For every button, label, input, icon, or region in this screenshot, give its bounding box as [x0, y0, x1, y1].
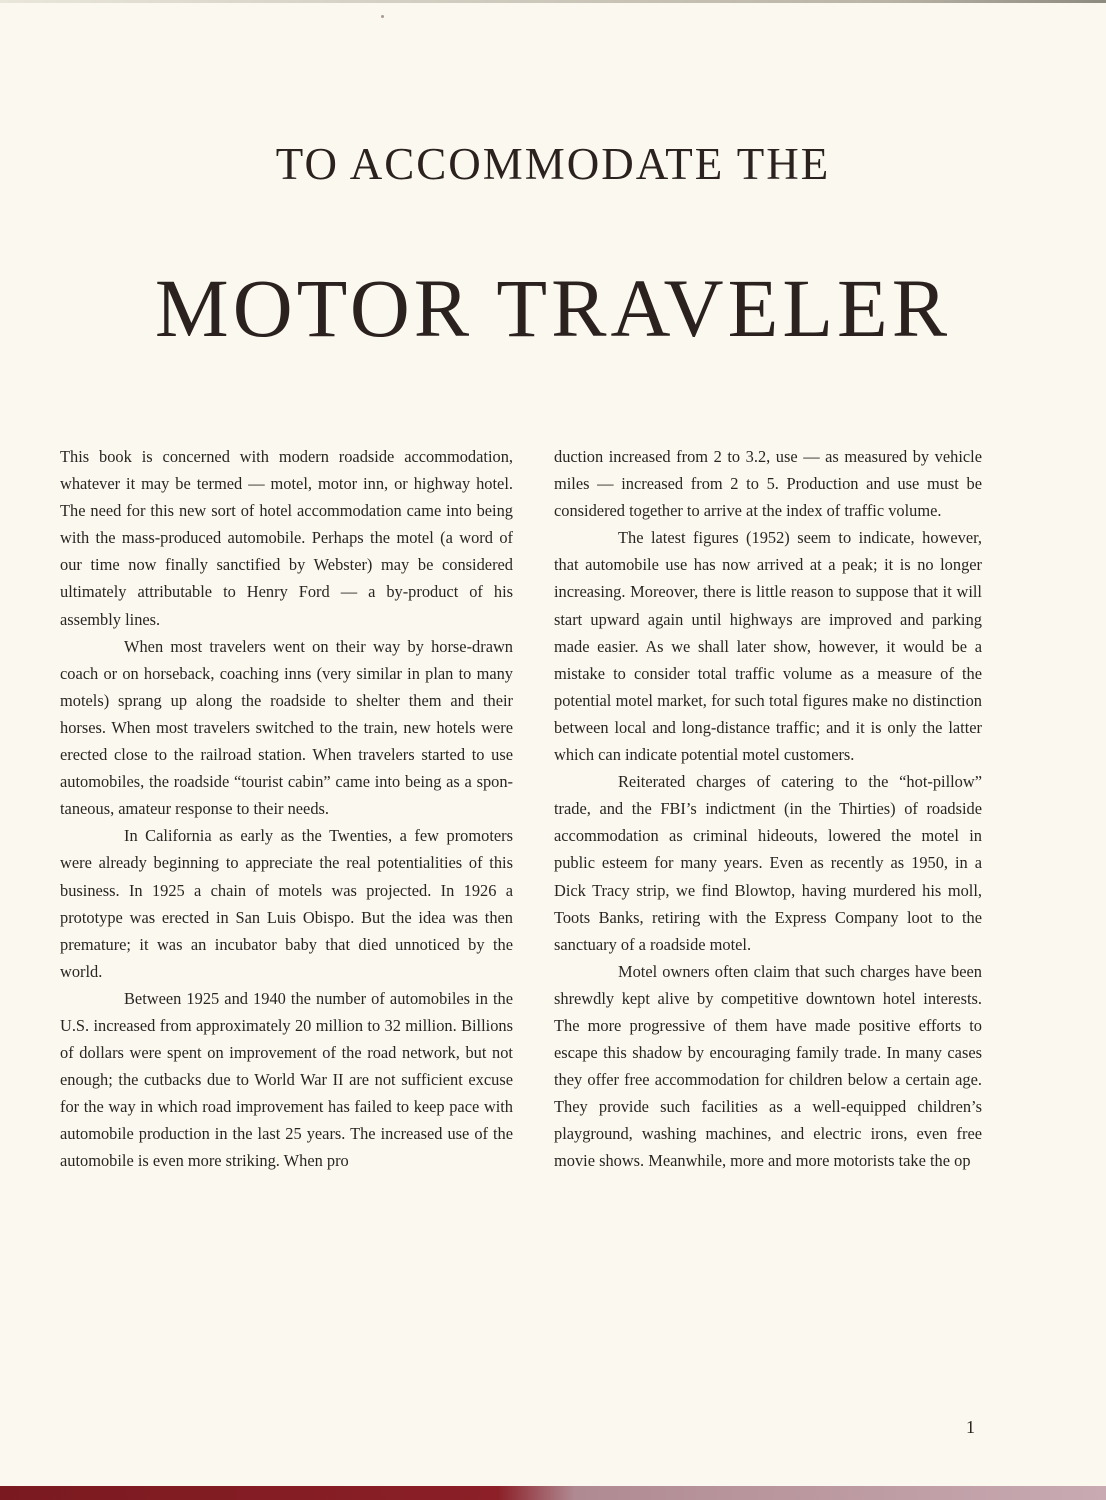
paragraph: Motel owners often claim that such charges have been shrewdly kept alive by competitive downtown hotel interests. The more progressive of them have made positive efforts to escape this shadow by encouraging family trade. In many cases they offer free accommodation for children below a certain age. They provide such facilities as a well-equipped children’s playground, washing machines, and electric irons, even free movie shows. Meanwhile, more and more motorists take the op [554, 961, 982, 1171]
paragraph: The latest figures (1952) seem to indicate, however, that automobile use has now arrived at a peak; it is no longer increasing. Moreover, there is little reason to suppose that it will start upward again until highways are improved and parking made easier. As we shall later show, however, it would be a mistake to consider total traffic volume as a measure of the potential motel market, for such total figures make no distinction between local and long-distance traffic; and it is only the latter which can indicate potential motel customers. [554, 528, 982, 765]
paragraph: This book is concerned with modern roadside accommodation, whatever it may be termed — motel, motor inn, or highway hotel. The need for this new sort of hotel accommodation came into being with the mass-produced automobile. Perhaps the motel (a word of our time now finally sanctified by Webster) may be considered ultimately attributable to Henry Ford — a by-product of his assembly lines. [60, 447, 513, 629]
paragraph: Between 1925 and 1940 the number of automobiles in the U.S. increased from approximately 20 million to 32 million. Billions of dollars were spent on improvement of the road network, but not enough; the cutbacks due to World War II are not sufficient excuse for the way in which road improvement has failed to keep pace with automobile production in the last 25 years. The increased use of the automobile is even more striking. When pro [60, 988, 513, 1171]
page-top-edge [0, 0, 1106, 3]
page-bottom-edge [0, 1486, 1106, 1500]
paragraph: Reiterated charges of catering to the “hot-pillow” trade, and the FBI’s indictment (in the Thirties) of roadside accommodation as criminal hideouts, lowered the motel in public esteem for many years. Even as recently as 1950, in a Dick Tracy strip, we find Blowtop, having murdered his moll, Toots Banks, retiring with the Express Company loot to the sanctuary of a roadside motel. [554, 772, 982, 954]
paper-speck [381, 15, 384, 18]
paragraph: When most travelers went on their way by horse-drawn coach or on horseback, coaching inns (very similar in plan to many motels) sprang up along the roadside to shelter them and their horses. When most travelers switched to the train, new hotels were erected close to the railroad station. When travelers started to use automobiles, the roadside “tourist cabin” came into being as a spontaneous, amateur response to their needs. [60, 636, 513, 819]
text-column-right [554, 443, 982, 1175]
chapter-title-line-2: MOTOR TRAVELER [154, 262, 952, 354]
text-column-left [60, 443, 513, 1175]
paragraph-continued: duction increased from 2 to 3.2, use — as measured by vehicle miles — increased from 2 to 5. Production and use must be considered together to arrive at the index of traffic volume. [554, 447, 982, 521]
paragraph: In California as early as the Twenties, a few promoters were already beginning to appreciate the real potentialities of this business. In 1925 a chain of motels was projected. In 1926 a prototype was erected in San Luis Obispo. But the idea was then premature; it was an incubator baby that died unnoticed by the world. [60, 826, 513, 981]
chapter-title-line-1: TO ACCOMMODATE THE [275, 139, 831, 189]
page-number: 1 [966, 1417, 975, 1437]
